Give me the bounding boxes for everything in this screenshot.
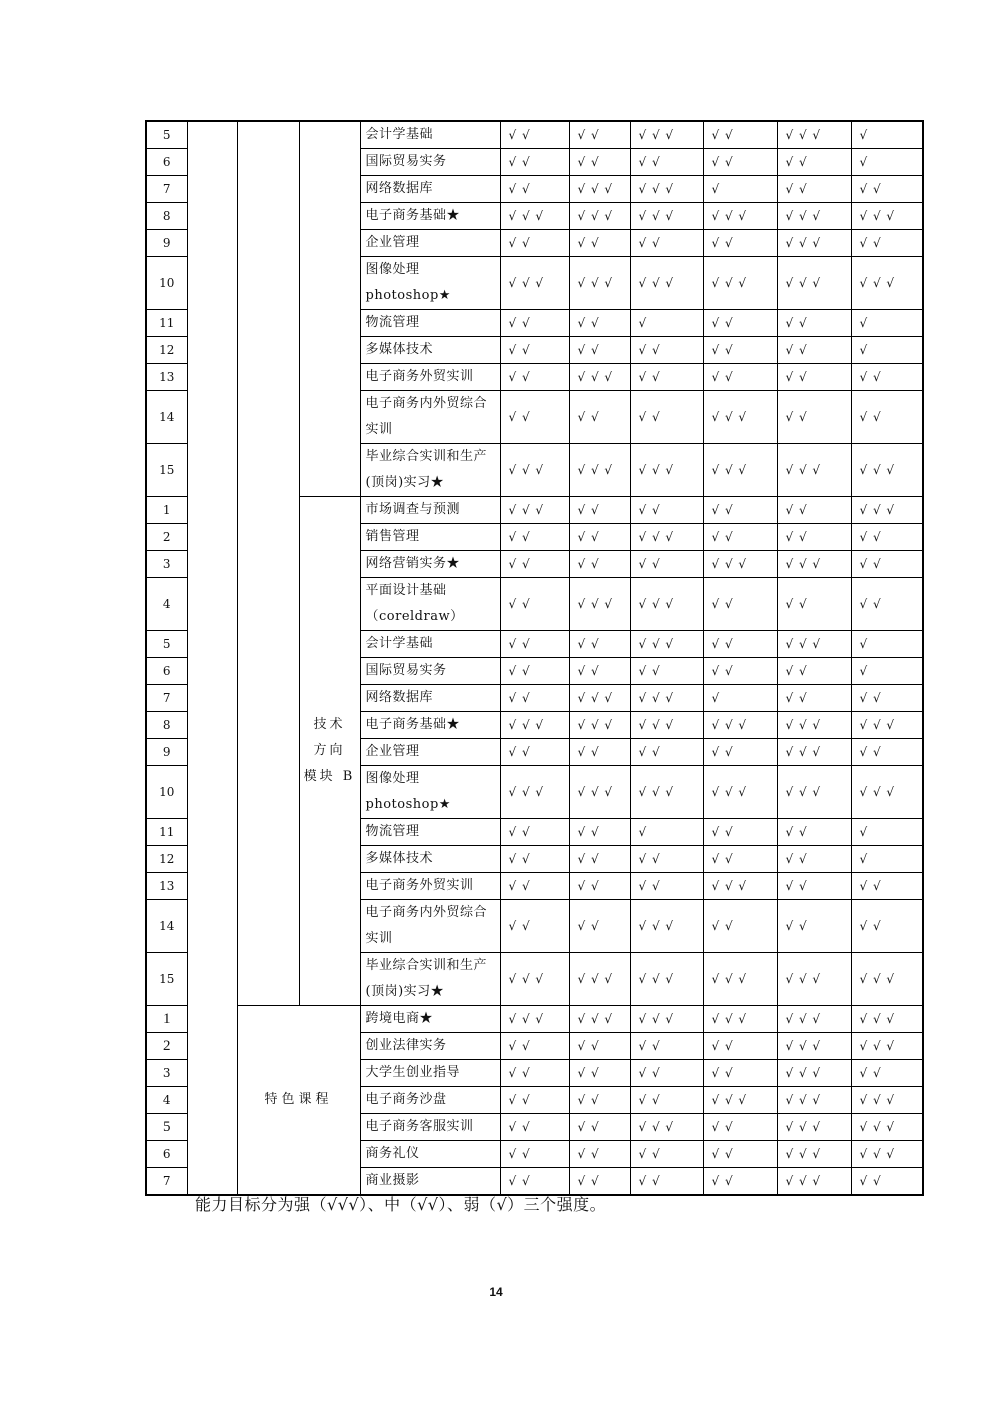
ability-mark: √ √ √ xyxy=(500,766,569,819)
ability-mark: √ √ √ xyxy=(777,230,851,257)
ability-mark: √ √ √ xyxy=(851,953,923,1006)
ability-mark: √ √ xyxy=(703,631,777,658)
ability-mark: √ √ √ xyxy=(703,1087,777,1114)
row-number: 7 xyxy=(146,1168,187,1196)
ability-mark: √ √ xyxy=(777,497,851,524)
ability-mark: √ √ √ xyxy=(851,1033,923,1060)
ability-mark: √ √ xyxy=(777,685,851,712)
ability-mark: √ √ xyxy=(777,337,851,364)
ability-mark: √ √ xyxy=(851,551,923,578)
ability-mark: √ √ xyxy=(630,391,703,444)
course-name: 网络数据库 xyxy=(360,685,500,712)
course-name: 毕业综合实训和生产(顶岗)实习★ xyxy=(360,444,500,497)
ability-mark: √ √ xyxy=(569,497,630,524)
ability-mark: √ √ xyxy=(569,1141,630,1168)
ability-mark: √ √ xyxy=(630,1033,703,1060)
course-name: 物流管理 xyxy=(360,819,500,846)
row-number: 6 xyxy=(146,1141,187,1168)
ability-mark: √ √ xyxy=(500,176,569,203)
course-name: 会计学基础 xyxy=(360,631,500,658)
ability-mark: √ √ √ xyxy=(630,685,703,712)
ability-mark: √ √ √ xyxy=(703,551,777,578)
ability-mark: √ √ xyxy=(500,1033,569,1060)
ability-mark: √ √ xyxy=(630,551,703,578)
course-name: 大学生创业指导 xyxy=(360,1060,500,1087)
ability-mark: √ √ xyxy=(630,364,703,391)
ability-mark: √ √ √ xyxy=(851,766,923,819)
row-number: 5 xyxy=(146,631,187,658)
ability-mark: √ √ √ xyxy=(630,631,703,658)
ability-mark: √ √ xyxy=(500,900,569,953)
ability-mark: √ √ xyxy=(569,391,630,444)
course-name: 电子商务基础★ xyxy=(360,712,500,739)
ability-mark: √ √ √ xyxy=(630,257,703,310)
ability-mark: √ √ xyxy=(777,310,851,337)
course-name: 毕业综合实训和生产(顶岗)实习★ xyxy=(360,953,500,1006)
ability-mark: √ √ xyxy=(851,364,923,391)
ability-mark: √ √ xyxy=(500,1168,569,1196)
course-name: 电子商务沙盘 xyxy=(360,1087,500,1114)
course-name: 商业摄影 xyxy=(360,1168,500,1196)
ability-mark: √ √ √ xyxy=(703,712,777,739)
ability-mark: √ √ xyxy=(630,1168,703,1196)
ability-mark: √ √ √ xyxy=(777,953,851,1006)
row-number: 2 xyxy=(146,524,187,551)
course-name: 电子商务基础★ xyxy=(360,203,500,230)
ability-mark: √ √ xyxy=(777,846,851,873)
ability-mark: √ √ √ xyxy=(569,766,630,819)
module-cell-a xyxy=(299,121,360,497)
course-name: 销售管理 xyxy=(360,524,500,551)
ability-mark: √ √ xyxy=(703,846,777,873)
ability-mark: √ √ √ xyxy=(500,712,569,739)
ability-mark: √ √ xyxy=(851,176,923,203)
row-number: 4 xyxy=(146,1087,187,1114)
course-name: 图像处理 photoshop★ xyxy=(360,766,500,819)
ability-mark: √ √ √ xyxy=(630,712,703,739)
course-name: 国际贸易实务 xyxy=(360,149,500,176)
ability-mark: √ √ √ xyxy=(777,739,851,766)
course-name: 网络营销实务★ xyxy=(360,551,500,578)
ability-mark: √ √ √ xyxy=(630,900,703,953)
row-number: 9 xyxy=(146,739,187,766)
ability-mark: √ √ xyxy=(630,846,703,873)
row-number: 7 xyxy=(146,685,187,712)
ability-mark: √ √ xyxy=(703,900,777,953)
ability-mark: √ √ xyxy=(630,739,703,766)
ability-mark: √ √ √ xyxy=(630,121,703,149)
ability-mark: √ √ xyxy=(500,1114,569,1141)
ability-mark: √ √ xyxy=(569,1060,630,1087)
row-number: 8 xyxy=(146,712,187,739)
ability-mark: √ √ xyxy=(500,819,569,846)
ability-mark: √ √ xyxy=(703,121,777,149)
course-name: 企业管理 xyxy=(360,739,500,766)
ability-mark: √ √ xyxy=(851,578,923,631)
ability-mark: √ √ √ xyxy=(777,444,851,497)
ability-mark: √ √ √ xyxy=(777,1087,851,1114)
row-number: 8 xyxy=(146,203,187,230)
row-number: 15 xyxy=(146,953,187,1006)
course-name: 国际贸易实务 xyxy=(360,658,500,685)
ability-mark: √ √ xyxy=(777,364,851,391)
row-number: 12 xyxy=(146,846,187,873)
ability-mark: √ √ √ xyxy=(569,176,630,203)
ability-mark: √ xyxy=(851,337,923,364)
ability-mark: √ √ √ xyxy=(500,257,569,310)
ability-mark: √ √ √ xyxy=(500,1006,569,1033)
ability-mark: √ xyxy=(630,310,703,337)
ability-mark: √ √ √ xyxy=(630,176,703,203)
ability-mark: √ √ xyxy=(569,524,630,551)
ability-mark: √ √ xyxy=(851,524,923,551)
ability-mark: √ √ √ xyxy=(851,203,923,230)
course-name: 市场调查与预测 xyxy=(360,497,500,524)
ability-mark: √ √ √ xyxy=(851,712,923,739)
ability-mark: √ √ xyxy=(569,230,630,257)
ability-mark: √ xyxy=(851,121,923,149)
row-number: 11 xyxy=(146,819,187,846)
ability-mark: √ √ xyxy=(569,658,630,685)
ability-mark: √ √ xyxy=(703,230,777,257)
ability-mark: √ √ xyxy=(703,658,777,685)
ability-mark: √ √ √ xyxy=(500,203,569,230)
course-name: 创业法律实务 xyxy=(360,1033,500,1060)
course-name: 电子商务客服实训 xyxy=(360,1114,500,1141)
ability-mark: √ xyxy=(630,819,703,846)
course-name: 电子商务内外贸综合实训 xyxy=(360,900,500,953)
ability-mark: √ √ √ xyxy=(703,873,777,900)
course-ability-table xyxy=(145,120,924,1196)
row-number: 5 xyxy=(146,1114,187,1141)
ability-mark: √ √ xyxy=(851,685,923,712)
ability-mark: √ √ xyxy=(569,149,630,176)
ability-mark: √ √ xyxy=(777,176,851,203)
course-name: 企业管理 xyxy=(360,230,500,257)
ability-mark: √ √ xyxy=(703,819,777,846)
ability-mark: √ √ √ xyxy=(851,1006,923,1033)
ability-mark: √ √ √ xyxy=(703,766,777,819)
ability-mark: √ √ xyxy=(500,230,569,257)
ability-mark: √ √ √ xyxy=(569,712,630,739)
ability-mark: √ √ xyxy=(851,230,923,257)
ability-mark: √ √ xyxy=(569,121,630,149)
ability-mark: √ √ √ xyxy=(569,685,630,712)
row-number: 13 xyxy=(146,364,187,391)
ability-mark: √ √ xyxy=(569,337,630,364)
row-number: 13 xyxy=(146,873,187,900)
ability-mark: √ √ xyxy=(569,310,630,337)
course-name: 跨境电商★ xyxy=(360,1006,500,1033)
ability-mark: √ √ xyxy=(777,873,851,900)
row-number: 10 xyxy=(146,257,187,310)
ability-mark: √ √ xyxy=(569,1033,630,1060)
row-number: 15 xyxy=(146,444,187,497)
ability-mark: √ √ xyxy=(500,310,569,337)
ability-mark: √ √ √ xyxy=(851,1114,923,1141)
ability-mark: √ √ √ xyxy=(630,1114,703,1141)
ability-mark: √ √ √ xyxy=(703,444,777,497)
course-name: 网络数据库 xyxy=(360,176,500,203)
ability-mark: √ √ xyxy=(851,900,923,953)
ability-mark: √ xyxy=(851,819,923,846)
ability-mark: √ √ xyxy=(851,873,923,900)
ability-mark: √ √ xyxy=(630,658,703,685)
row-number: 14 xyxy=(146,391,187,444)
blank-column-cell xyxy=(237,121,299,1006)
row-number: 3 xyxy=(146,551,187,578)
ability-mark: √ √ xyxy=(569,819,630,846)
ability-mark: √ xyxy=(851,149,923,176)
ability-mark: √ √ xyxy=(630,1141,703,1168)
row-number: 4 xyxy=(146,578,187,631)
course-name: 物流管理 xyxy=(360,310,500,337)
ability-mark: √ √ xyxy=(777,578,851,631)
ability-mark: √ √ xyxy=(777,391,851,444)
ability-mark: √ √ xyxy=(703,497,777,524)
ability-mark: √ √ √ xyxy=(777,1033,851,1060)
ability-mark: √ xyxy=(703,176,777,203)
ability-mark: √ √ √ xyxy=(630,953,703,1006)
ability-mark: √ √ xyxy=(500,846,569,873)
ability-mark: √ √ xyxy=(630,230,703,257)
ability-mark: √ √ xyxy=(703,1168,777,1196)
ability-mark: √ √ xyxy=(630,149,703,176)
row-number: 7 xyxy=(146,176,187,203)
ability-mark: √ √ xyxy=(500,1141,569,1168)
ability-mark: √ √ xyxy=(630,873,703,900)
row-number: 1 xyxy=(146,1006,187,1033)
ability-mark: √ √ xyxy=(569,1114,630,1141)
ability-mark: √ √ √ xyxy=(703,257,777,310)
ability-mark: √ √ xyxy=(851,739,923,766)
module-label-tech-b: 技术 方向 模块 B xyxy=(299,497,360,1006)
course-name: 多媒体技术 xyxy=(360,846,500,873)
ability-mark: √ √ xyxy=(777,819,851,846)
ability-mark: √ xyxy=(851,846,923,873)
ability-mark: √ √ xyxy=(703,739,777,766)
row-number: 2 xyxy=(146,1033,187,1060)
ability-mark: √ √ xyxy=(569,551,630,578)
module-label-special: 特色课程 xyxy=(237,1006,360,1196)
ability-mark: √ √ xyxy=(500,578,569,631)
ability-mark: √ √ √ xyxy=(569,203,630,230)
ability-mark: √ √ xyxy=(703,1060,777,1087)
ability-mark: √ √ xyxy=(777,524,851,551)
ability-mark: √ √ xyxy=(777,900,851,953)
ability-mark: √ √ xyxy=(703,524,777,551)
ability-mark: √ √ √ xyxy=(851,497,923,524)
ability-mark: √ √ √ xyxy=(777,121,851,149)
ability-mark: √ √ √ xyxy=(569,1006,630,1033)
ability-mark: √ √ √ xyxy=(777,257,851,310)
ability-mark: √ √ xyxy=(500,1060,569,1087)
course-name: 平面设计基础（coreldraw） xyxy=(360,578,500,631)
ability-mark: √ √ xyxy=(703,1114,777,1141)
ability-mark: √ √ √ xyxy=(630,444,703,497)
ability-mark: √ √ √ xyxy=(569,953,630,1006)
ability-mark: √ √ √ xyxy=(703,1006,777,1033)
ability-mark: √ √ √ xyxy=(703,953,777,1006)
ability-mark: √ √ √ xyxy=(500,497,569,524)
ability-mark: √ √ √ xyxy=(703,203,777,230)
ability-mark: √ √ xyxy=(777,149,851,176)
ability-mark: √ √ xyxy=(500,121,569,149)
ability-mark: √ √ xyxy=(569,631,630,658)
ability-mark: √ √ xyxy=(500,149,569,176)
ability-mark: √ √ √ xyxy=(703,391,777,444)
ability-mark: √ √ √ xyxy=(851,444,923,497)
ability-mark: √ √ xyxy=(777,658,851,685)
row-number: 12 xyxy=(146,337,187,364)
ability-mark: √ √ √ xyxy=(777,1141,851,1168)
course-name: 图像处理 photoshop★ xyxy=(360,257,500,310)
row-number: 10 xyxy=(146,766,187,819)
row-number: 1 xyxy=(146,497,187,524)
ability-mark: √ √ √ xyxy=(777,631,851,658)
ability-mark: √ xyxy=(703,685,777,712)
row-number: 9 xyxy=(146,230,187,257)
ability-mark: √ √ xyxy=(500,658,569,685)
ability-mark: √ √ xyxy=(500,364,569,391)
ability-mark: √ √ xyxy=(851,1168,923,1196)
ability-mark: √ √ √ xyxy=(569,364,630,391)
ability-legend-note: 能力目标分为强（√√√）、中（√√）、弱（√）三个强度。 xyxy=(195,1195,607,1214)
course-name: 电子商务外贸实训 xyxy=(360,873,500,900)
ability-mark: √ √ xyxy=(500,391,569,444)
ability-mark: √ √ xyxy=(703,1033,777,1060)
ability-mark: √ √ xyxy=(703,578,777,631)
ability-mark: √ √ xyxy=(500,551,569,578)
ability-mark: √ √ xyxy=(569,873,630,900)
course-name: 电子商务外贸实训 xyxy=(360,364,500,391)
ability-mark: √ √ xyxy=(500,685,569,712)
ability-mark: √ √ √ xyxy=(777,1060,851,1087)
ability-mark: √ √ xyxy=(703,337,777,364)
ability-mark: √ √ √ xyxy=(777,551,851,578)
row-number: 14 xyxy=(146,900,187,953)
ability-mark: √ √ xyxy=(630,1060,703,1087)
row-number: 6 xyxy=(146,149,187,176)
ability-mark: √ √ xyxy=(703,310,777,337)
row-number: 5 xyxy=(146,121,187,149)
ability-mark: √ √ xyxy=(500,631,569,658)
ability-mark: √ √ xyxy=(703,364,777,391)
ability-mark: √ √ √ xyxy=(630,578,703,631)
course-name: 商务礼仪 xyxy=(360,1141,500,1168)
ability-mark: √ √ √ xyxy=(777,203,851,230)
ability-mark: √ √ xyxy=(630,337,703,364)
row-number: 3 xyxy=(146,1060,187,1087)
ability-mark: √ √ xyxy=(630,497,703,524)
ability-mark: √ √ √ xyxy=(777,766,851,819)
ability-mark: √ √ √ xyxy=(851,1087,923,1114)
ability-mark: √ √ √ xyxy=(569,444,630,497)
table-row xyxy=(146,121,923,149)
ability-mark: √ √ √ xyxy=(777,1168,851,1196)
ability-mark: √ √ xyxy=(569,1087,630,1114)
ability-mark: √ √ √ xyxy=(630,524,703,551)
ability-mark: √ √ √ xyxy=(569,578,630,631)
ability-mark: √ √ √ xyxy=(500,444,569,497)
page-number: 14 xyxy=(489,1285,503,1299)
ability-mark: √ xyxy=(851,631,923,658)
ability-mark: √ √ xyxy=(500,739,569,766)
ability-mark: √ √ xyxy=(569,1168,630,1196)
ability-mark: √ √ xyxy=(703,1141,777,1168)
ability-mark: √ √ √ xyxy=(777,712,851,739)
ability-mark: √ √ √ xyxy=(630,766,703,819)
row-number: 6 xyxy=(146,658,187,685)
ability-mark: √ √ √ xyxy=(777,1006,851,1033)
ability-mark: √ √ xyxy=(500,524,569,551)
course-name: 电子商务内外贸综合实训 xyxy=(360,391,500,444)
ability-mark: √ √ xyxy=(630,1087,703,1114)
course-name: 多媒体技术 xyxy=(360,337,500,364)
ability-mark: √ √ √ xyxy=(500,953,569,1006)
ability-mark: √ √ √ xyxy=(630,203,703,230)
ability-mark: √ √ √ xyxy=(851,1141,923,1168)
ability-mark: √ √ xyxy=(569,900,630,953)
ability-mark: √ √ xyxy=(500,873,569,900)
ability-mark: √ xyxy=(851,658,923,685)
course-name: 会计学基础 xyxy=(360,121,500,149)
ability-mark: √ √ √ xyxy=(569,257,630,310)
ability-mark: √ √ xyxy=(851,1060,923,1087)
ability-mark: √ √ xyxy=(703,149,777,176)
row-number: 11 xyxy=(146,310,187,337)
ability-mark: √ √ xyxy=(569,846,630,873)
ability-mark: √ √ √ xyxy=(630,1006,703,1033)
blank-column-cell xyxy=(187,121,237,1195)
ability-mark: √ √ xyxy=(500,337,569,364)
ability-mark: √ √ xyxy=(500,1087,569,1114)
ability-mark: √ √ xyxy=(851,391,923,444)
ability-mark: √ √ xyxy=(569,739,630,766)
ability-mark: √ xyxy=(851,310,923,337)
ability-mark: √ √ √ xyxy=(851,257,923,310)
table-row xyxy=(146,1006,923,1033)
ability-mark: √ √ √ xyxy=(777,1114,851,1141)
